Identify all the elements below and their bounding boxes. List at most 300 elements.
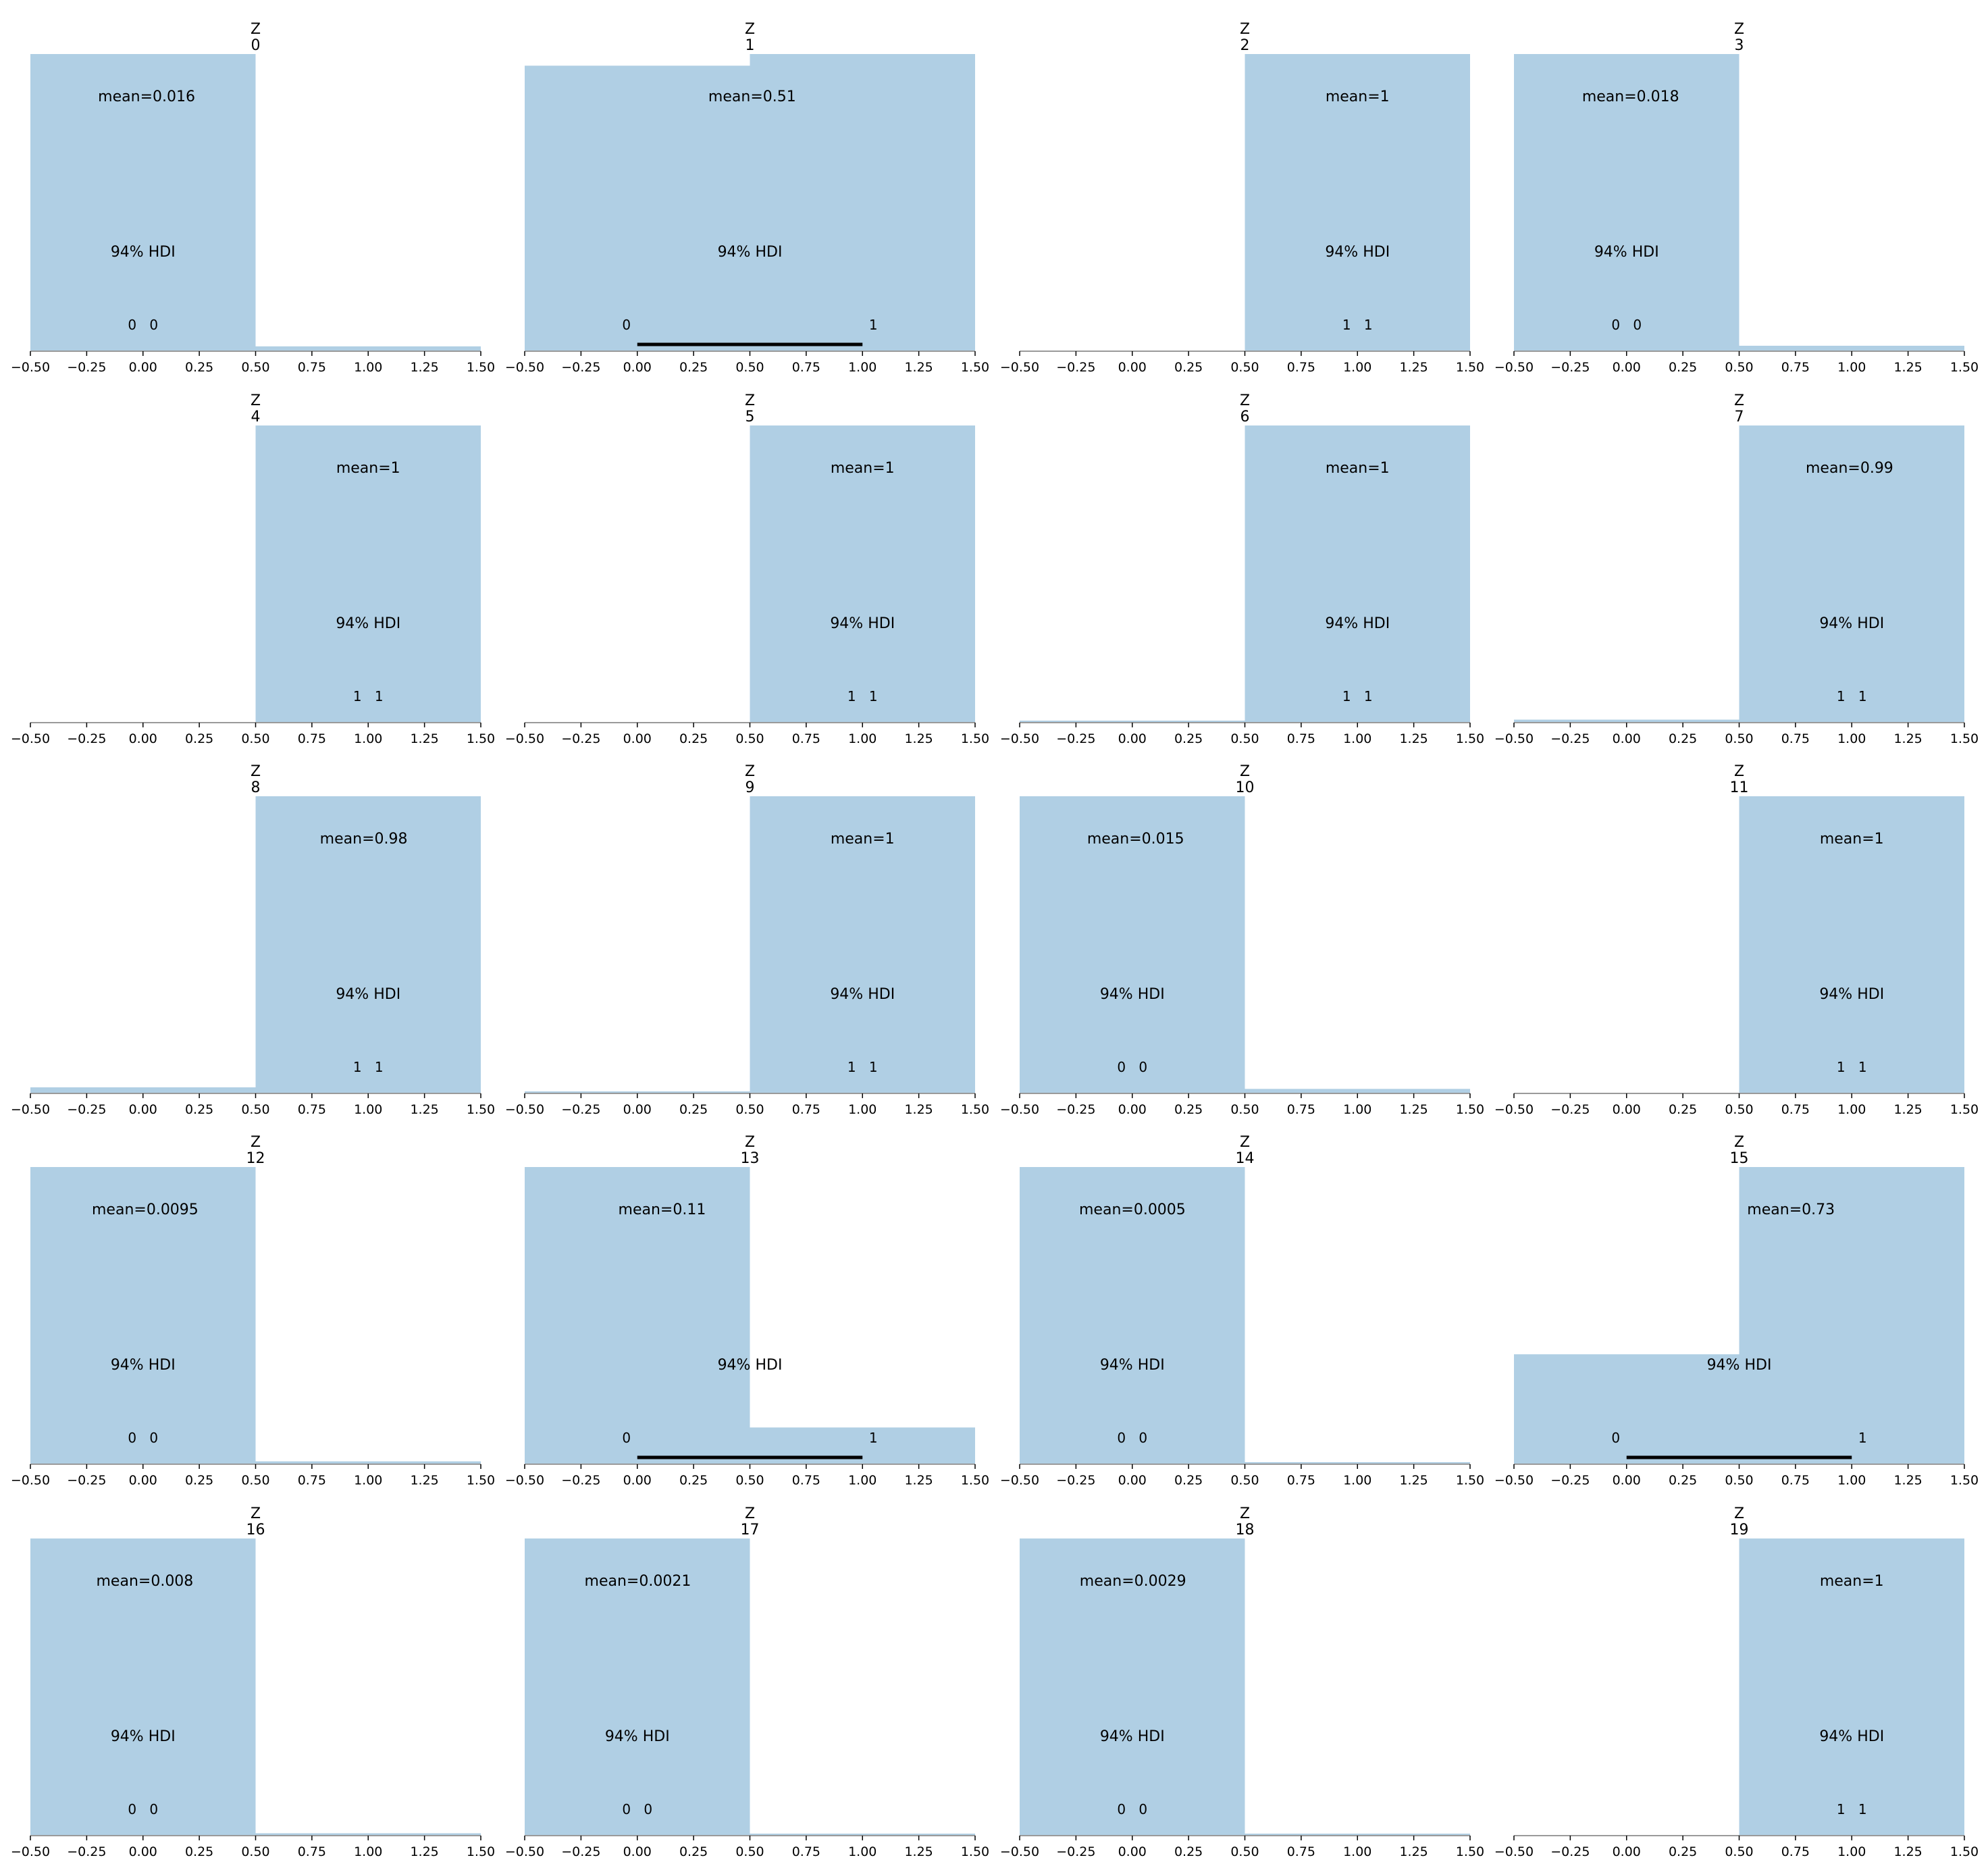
hdi-lower-label: 1: [1342, 688, 1351, 704]
hdi-upper-label: 0: [644, 1801, 653, 1817]
mean-annotation: mean=1: [830, 460, 895, 477]
x-tick-label: −0.50: [1494, 360, 1534, 375]
subplot-title-index: 6: [1240, 409, 1250, 425]
subplot-title-index: 7: [1734, 409, 1744, 425]
subplot-z-13: [505, 1134, 989, 1488]
x-tick-label: 1.25: [1893, 731, 1922, 746]
subplot-title-var: Z: [1733, 392, 1745, 409]
x-tick-label: 1.50: [1455, 731, 1485, 746]
hdi-lower-label: 0: [622, 317, 631, 333]
hdi-lower-label: 1: [847, 688, 856, 704]
mean-annotation: mean=1: [1819, 1573, 1884, 1590]
subplot-z-19: [1494, 1505, 1979, 1859]
x-tick-label: 1.25: [1893, 1473, 1922, 1488]
x-tick-label: 0.75: [1781, 1102, 1810, 1117]
x-tick-label: 0.75: [297, 360, 327, 375]
subplot-z-2: [1000, 21, 1484, 375]
x-tick-label: 0.00: [1118, 360, 1147, 375]
hdi-upper-label: 1: [1858, 1430, 1867, 1446]
x-tick-label: 0.00: [128, 731, 157, 746]
subplot-z-5: [505, 392, 989, 746]
hdi-title: 94% HDI: [110, 1728, 176, 1745]
hdi-title: 94% HDI: [1819, 1728, 1885, 1745]
x-tick-label: 0.00: [623, 1473, 652, 1488]
hdi-title: 94% HDI: [1325, 244, 1390, 261]
mean-annotation: mean=1: [336, 460, 400, 477]
x-tick-label: 1.00: [848, 1102, 877, 1117]
x-tick-label: −0.50: [504, 360, 545, 375]
x-tick-label: −0.25: [1056, 1102, 1096, 1117]
hdi-title: 94% HDI: [1099, 986, 1165, 1003]
hdi-upper-label: 1: [868, 1430, 878, 1446]
hdi-lower-label: 0: [1611, 317, 1621, 333]
x-tick-label: 1.00: [1343, 360, 1372, 375]
x-tick-label: −0.50: [10, 1844, 51, 1859]
subplot-z-11: [1494, 763, 1979, 1117]
mean-annotation: mean=0.0095: [92, 1201, 199, 1218]
hdi-upper-label: 1: [1363, 317, 1373, 333]
x-tick-label: 1.50: [1455, 360, 1485, 375]
subplot-title-var: Z: [1239, 392, 1251, 409]
subplot-z-6: [1000, 392, 1484, 746]
subplot-title-var: Z: [744, 763, 756, 780]
x-tick-label: 0.75: [1286, 1844, 1316, 1859]
x-tick-label: 0.25: [1668, 1473, 1698, 1488]
x-tick-label: 0.75: [791, 1473, 821, 1488]
subplot-title-index: 8: [251, 779, 261, 796]
mean-annotation: mean=0.11: [618, 1201, 706, 1218]
x-tick-label: 0.50: [241, 1844, 270, 1859]
x-tick-label: 0.00: [1612, 360, 1641, 375]
x-tick-label: 1.50: [960, 1844, 990, 1859]
x-tick-label: 0.25: [1174, 1102, 1203, 1117]
hdi-upper-label: 1: [1858, 1059, 1867, 1075]
x-tick-label: −0.25: [1056, 1473, 1096, 1488]
hdi-upper-label: 1: [1858, 688, 1867, 704]
x-tick-label: 1.00: [1343, 1844, 1372, 1859]
x-tick-label: 0.25: [679, 1844, 708, 1859]
hdi-title: 94% HDI: [604, 1728, 670, 1745]
x-tick-label: 1.50: [466, 360, 496, 375]
subplot-title-var: Z: [1239, 1505, 1251, 1522]
subplot-z-15: [1494, 1134, 1979, 1488]
bar-z-15-0: [1514, 1354, 1740, 1464]
hdi-lower-label: 0: [1611, 1430, 1621, 1446]
subplot-title-var: Z: [250, 392, 261, 409]
x-tick-label: 1.25: [1399, 1473, 1428, 1488]
subplot-title-index: 15: [1729, 1150, 1749, 1167]
x-tick-label: 1.25: [904, 1102, 933, 1117]
hdi-upper-label: 0: [149, 1801, 159, 1817]
subplot-title-index: 14: [1235, 1150, 1255, 1167]
subplot-title-index: 1: [745, 37, 755, 54]
x-tick-label: 0.00: [128, 1844, 157, 1859]
mean-annotation: mean=0.0029: [1079, 1573, 1186, 1590]
subplot-title-var: Z: [250, 21, 261, 38]
x-tick-label: 0.00: [128, 1473, 157, 1488]
x-tick-label: 0.50: [1725, 731, 1754, 746]
x-tick-label: 0.00: [1612, 1844, 1641, 1859]
x-tick-label: 0.50: [1230, 1102, 1259, 1117]
x-tick-label: 0.00: [623, 360, 652, 375]
hdi-lower-label: 0: [622, 1801, 631, 1817]
x-tick-label: 1.00: [1837, 1102, 1866, 1117]
x-tick-label: −0.25: [1056, 360, 1096, 375]
x-tick-label: 0.75: [791, 731, 821, 746]
hdi-lower-label: 0: [128, 317, 137, 333]
subplot-title-index: 0: [251, 37, 261, 54]
x-tick-label: 0.00: [1118, 731, 1147, 746]
x-tick-label: 1.25: [1399, 360, 1428, 375]
x-tick-label: 0.50: [241, 1102, 270, 1117]
hdi-upper-label: 0: [1139, 1059, 1148, 1075]
x-tick-label: 1.00: [354, 1102, 383, 1117]
x-tick-label: 1.50: [960, 360, 990, 375]
x-tick-label: −0.25: [1056, 1844, 1096, 1859]
x-tick-label: −0.25: [1550, 1102, 1590, 1117]
subplot-title-index: 18: [1235, 1522, 1255, 1538]
subplot-title-var: Z: [744, 21, 756, 38]
bar-z-10-1: [1245, 1089, 1471, 1093]
x-tick-label: 0.50: [735, 360, 764, 375]
x-tick-label: 1.00: [1343, 1102, 1372, 1117]
x-tick-label: 1.50: [466, 1844, 496, 1859]
x-tick-label: 0.50: [241, 731, 270, 746]
x-tick-label: 1.50: [1455, 1473, 1485, 1488]
x-tick-label: 0.50: [1725, 360, 1754, 375]
hdi-upper-label: 0: [1139, 1430, 1148, 1446]
x-tick-label: −0.25: [561, 1473, 601, 1488]
subplot-title-var: Z: [1733, 1505, 1745, 1522]
x-tick-label: 0.25: [679, 360, 708, 375]
x-tick-label: 0.25: [184, 1473, 214, 1488]
x-tick-label: −0.25: [67, 1102, 107, 1117]
x-tick-label: −0.50: [999, 1102, 1040, 1117]
x-tick-label: 0.25: [184, 1102, 214, 1117]
hdi-title: 94% HDI: [1099, 1357, 1165, 1374]
x-tick-label: 1.25: [1399, 731, 1428, 746]
x-tick-label: 1.00: [1343, 731, 1372, 746]
x-tick-label: 1.50: [466, 1102, 496, 1117]
hdi-lower-label: 0: [1117, 1059, 1126, 1075]
x-tick-label: 1.50: [1950, 731, 1979, 746]
x-tick-label: −0.50: [999, 360, 1040, 375]
x-tick-label: 0.50: [735, 1473, 764, 1488]
x-tick-label: 1.00: [354, 1844, 383, 1859]
mean-annotation: mean=1: [1325, 460, 1390, 477]
x-tick-label: 0.00: [1118, 1473, 1147, 1488]
hdi-lower-label: 1: [1836, 1059, 1846, 1075]
x-tick-label: −0.50: [10, 1473, 51, 1488]
x-tick-label: 1.50: [1455, 1102, 1485, 1117]
x-tick-label: 1.00: [1837, 731, 1866, 746]
x-tick-label: 0.75: [791, 1102, 821, 1117]
subplot-title-var: Z: [250, 1134, 261, 1151]
hdi-lower-label: 0: [128, 1801, 137, 1817]
hdi-lower-label: 1: [1836, 688, 1846, 704]
x-tick-label: 0.25: [1668, 1102, 1698, 1117]
x-tick-label: 0.75: [1781, 731, 1810, 746]
subplot-title-index: 16: [246, 1522, 265, 1538]
x-tick-label: 0.75: [791, 1844, 821, 1859]
hdi-upper-label: 1: [1858, 1801, 1867, 1817]
hdi-title: 94% HDI: [1594, 244, 1659, 261]
x-tick-label: −0.50: [999, 1473, 1040, 1488]
subplot-z-17: [505, 1505, 989, 1859]
x-tick-label: 0.25: [1668, 1844, 1698, 1859]
x-tick-label: 0.00: [623, 731, 652, 746]
x-tick-label: 1.50: [1950, 360, 1979, 375]
x-tick-label: 0.50: [735, 731, 764, 746]
subplot-z-7: [1494, 392, 1979, 746]
subplot-title-var: Z: [1239, 763, 1251, 780]
x-tick-label: 0.25: [679, 1473, 708, 1488]
x-tick-label: 0.25: [1174, 360, 1203, 375]
subplot-z-12: [11, 1134, 495, 1488]
x-tick-label: 1.25: [904, 1844, 933, 1859]
subplot-title-var: Z: [1239, 1134, 1251, 1151]
subplot-title-var: Z: [1733, 763, 1745, 780]
hdi-lower-label: 0: [1117, 1801, 1126, 1817]
x-tick-label: 0.50: [1725, 1102, 1754, 1117]
hdi-title: 94% HDI: [336, 986, 401, 1003]
x-tick-label: 1.50: [1950, 1844, 1979, 1859]
x-tick-label: 0.50: [1230, 1473, 1259, 1488]
subplot-title-index: 11: [1729, 779, 1749, 796]
x-tick-label: −0.50: [504, 731, 545, 746]
subplot-title-var: Z: [744, 1505, 756, 1522]
hdi-lower-label: 1: [1342, 317, 1351, 333]
mean-annotation: mean=0.018: [1581, 88, 1679, 105]
x-tick-label: 0.75: [1286, 360, 1316, 375]
x-tick-label: 0.00: [1612, 1473, 1641, 1488]
hdi-upper-label: 1: [374, 688, 384, 704]
x-tick-label: −0.25: [1550, 1473, 1590, 1488]
x-tick-label: 1.25: [410, 1844, 439, 1859]
hdi-title: 94% HDI: [830, 615, 895, 632]
x-tick-label: −0.25: [67, 360, 107, 375]
subplot-z-14: [1000, 1134, 1484, 1488]
x-tick-label: 1.00: [1343, 1473, 1372, 1488]
x-tick-label: −0.25: [67, 731, 107, 746]
subplot-z-4: [11, 392, 495, 746]
x-tick-label: −0.25: [1056, 731, 1096, 746]
subplot-title-index: 19: [1729, 1522, 1749, 1538]
x-tick-label: 0.75: [297, 1844, 327, 1859]
subplot-title-index: 9: [745, 779, 755, 796]
subplot-title-var: Z: [1733, 1134, 1745, 1151]
x-tick-label: −0.50: [1494, 1473, 1534, 1488]
x-tick-label: 1.25: [410, 1473, 439, 1488]
x-tick-label: 0.25: [679, 731, 708, 746]
mean-annotation: mean=0.0005: [1079, 1201, 1186, 1218]
subplot-title-index: 5: [745, 409, 755, 425]
x-tick-label: 1.50: [960, 731, 990, 746]
hdi-upper-label: 1: [374, 1059, 384, 1075]
bar-z-8-0: [30, 1087, 256, 1093]
hdi-lower-label: 0: [622, 1430, 631, 1446]
x-tick-label: 1.50: [1950, 1473, 1979, 1488]
x-tick-label: 1.00: [1837, 360, 1866, 375]
hdi-title: 94% HDI: [110, 244, 176, 261]
subplot-z-8: [11, 763, 495, 1117]
x-tick-label: 1.50: [1950, 1102, 1979, 1117]
x-tick-label: 0.25: [1668, 731, 1698, 746]
x-tick-label: 0.00: [1612, 731, 1641, 746]
bar-z-3-1: [1740, 346, 1965, 351]
x-tick-label: 0.00: [128, 360, 157, 375]
hdi-title: 94% HDI: [1706, 1357, 1772, 1374]
x-tick-label: 1.25: [410, 360, 439, 375]
x-tick-label: 0.00: [623, 1102, 652, 1117]
x-tick-label: 0.50: [241, 1473, 270, 1488]
x-tick-label: 0.75: [1286, 1473, 1316, 1488]
x-tick-label: 0.25: [1668, 360, 1698, 375]
x-tick-label: −0.50: [1494, 731, 1534, 746]
x-tick-label: −0.50: [504, 1102, 545, 1117]
mean-annotation: mean=0.98: [319, 831, 408, 848]
x-tick-label: −0.50: [504, 1844, 545, 1859]
x-tick-label: 1.25: [904, 731, 933, 746]
hdi-lower-label: 1: [352, 688, 362, 704]
x-tick-label: −0.25: [561, 731, 601, 746]
hdi-lower-label: 0: [1117, 1430, 1126, 1446]
subplot-title-var: Z: [1733, 21, 1745, 38]
x-tick-label: 1.25: [904, 1473, 933, 1488]
hdi-upper-label: 1: [868, 688, 878, 704]
hdi-title: 94% HDI: [1099, 1728, 1165, 1745]
x-tick-label: 0.00: [1118, 1844, 1147, 1859]
x-tick-label: −0.25: [67, 1844, 107, 1859]
x-tick-label: 0.50: [1725, 1844, 1754, 1859]
x-tick-label: 0.00: [1118, 1102, 1147, 1117]
x-tick-label: 0.50: [1230, 1844, 1259, 1859]
x-tick-label: 1.25: [904, 360, 933, 375]
x-tick-label: 0.75: [1286, 1102, 1316, 1117]
x-tick-label: 1.50: [960, 1102, 990, 1117]
x-tick-label: 1.00: [354, 731, 383, 746]
x-tick-label: 0.75: [297, 1102, 327, 1117]
x-tick-label: −0.25: [1550, 1844, 1590, 1859]
hdi-upper-label: 1: [868, 1059, 878, 1075]
subplot-z-9: [505, 763, 989, 1117]
subplot-title-index: 17: [740, 1522, 760, 1538]
x-tick-label: 1.25: [410, 1102, 439, 1117]
x-tick-label: 1.00: [848, 1844, 877, 1859]
x-tick-label: −0.50: [999, 1844, 1040, 1859]
subplot-z-0: [11, 21, 495, 375]
x-tick-label: 1.00: [1837, 1473, 1866, 1488]
x-tick-label: −0.25: [1550, 731, 1590, 746]
x-tick-label: 0.25: [184, 1844, 214, 1859]
hdi-title: 94% HDI: [110, 1357, 176, 1374]
x-tick-label: −0.50: [10, 360, 51, 375]
mean-annotation: mean=0.015: [1087, 831, 1184, 848]
x-tick-label: −0.25: [67, 1473, 107, 1488]
mean-annotation: mean=0.008: [96, 1573, 194, 1590]
x-tick-label: 0.75: [1781, 1844, 1810, 1859]
subplot-title-index: 4: [251, 409, 261, 425]
x-tick-label: 0.25: [184, 731, 214, 746]
hdi-upper-label: 1: [868, 317, 878, 333]
mean-annotation: mean=1: [1819, 831, 1884, 848]
mean-annotation: mean=0.99: [1806, 460, 1893, 477]
hdi-lower-label: 1: [352, 1059, 362, 1075]
x-tick-label: −0.50: [999, 731, 1040, 746]
x-tick-label: 1.00: [848, 731, 877, 746]
x-tick-label: 0.00: [128, 1102, 157, 1117]
x-tick-label: 0.75: [297, 731, 327, 746]
hdi-title: 94% HDI: [1819, 615, 1885, 632]
x-tick-label: 1.00: [848, 1473, 877, 1488]
x-tick-label: 1.25: [1893, 1102, 1922, 1117]
subplot-title-var: Z: [250, 763, 261, 780]
x-tick-label: 0.25: [184, 360, 214, 375]
x-tick-label: 0.25: [1174, 1473, 1203, 1488]
subplot-z-3: [1494, 21, 1979, 375]
hdi-title: 94% HDI: [717, 244, 783, 261]
x-tick-label: 1.00: [354, 1473, 383, 1488]
hdi-title: 94% HDI: [717, 1357, 783, 1374]
mean-annotation: mean=0.51: [708, 88, 796, 105]
x-tick-label: 0.75: [297, 1473, 327, 1488]
mean-annotation: mean=0.016: [98, 88, 195, 105]
x-tick-label: −0.25: [561, 360, 601, 375]
subplot-title-var: Z: [744, 392, 756, 409]
hdi-title: 94% HDI: [1819, 986, 1885, 1003]
x-tick-label: 0.50: [1230, 360, 1259, 375]
hdi-upper-label: 0: [149, 317, 159, 333]
x-tick-label: −0.50: [10, 731, 51, 746]
mean-annotation: mean=0.0021: [584, 1573, 691, 1590]
hdi-upper-label: 0: [1633, 317, 1642, 333]
hdi-upper-label: 0: [1139, 1801, 1148, 1817]
x-tick-label: 1.25: [1893, 1844, 1922, 1859]
hdi-title: 94% HDI: [336, 615, 401, 632]
mean-annotation: mean=1: [830, 831, 895, 848]
x-tick-label: −0.25: [561, 1844, 601, 1859]
x-tick-label: 0.00: [623, 1844, 652, 1859]
x-tick-label: 0.25: [1174, 1844, 1203, 1859]
hdi-upper-label: 1: [1363, 688, 1373, 704]
x-tick-label: 0.50: [1230, 731, 1259, 746]
hdi-title: 94% HDI: [830, 986, 895, 1003]
x-tick-label: 0.75: [1286, 731, 1316, 746]
mean-annotation: mean=1: [1325, 88, 1390, 105]
subplot-title-index: 3: [1734, 37, 1744, 54]
x-tick-label: 0.25: [1174, 731, 1203, 746]
hdi-upper-label: 0: [149, 1430, 159, 1446]
x-tick-label: 0.00: [1612, 1102, 1641, 1117]
x-tick-label: −0.25: [1550, 360, 1590, 375]
x-tick-label: 1.50: [466, 731, 496, 746]
x-tick-label: 1.00: [354, 360, 383, 375]
x-tick-label: 0.50: [241, 360, 270, 375]
hdi-lower-label: 1: [1836, 1801, 1846, 1817]
x-tick-label: −0.50: [10, 1102, 51, 1117]
x-tick-label: 0.25: [679, 1102, 708, 1117]
subplot-title-index: 12: [246, 1150, 265, 1167]
x-tick-label: 1.25: [1893, 360, 1922, 375]
hdi-title: 94% HDI: [1325, 615, 1390, 632]
subplot-title-var: Z: [744, 1134, 756, 1151]
subplot-z-16: [11, 1505, 495, 1859]
x-tick-label: 1.50: [466, 1473, 496, 1488]
x-tick-label: 0.75: [791, 360, 821, 375]
x-tick-label: 1.50: [960, 1473, 990, 1488]
x-tick-label: −0.25: [561, 1102, 601, 1117]
x-tick-label: 1.00: [848, 360, 877, 375]
